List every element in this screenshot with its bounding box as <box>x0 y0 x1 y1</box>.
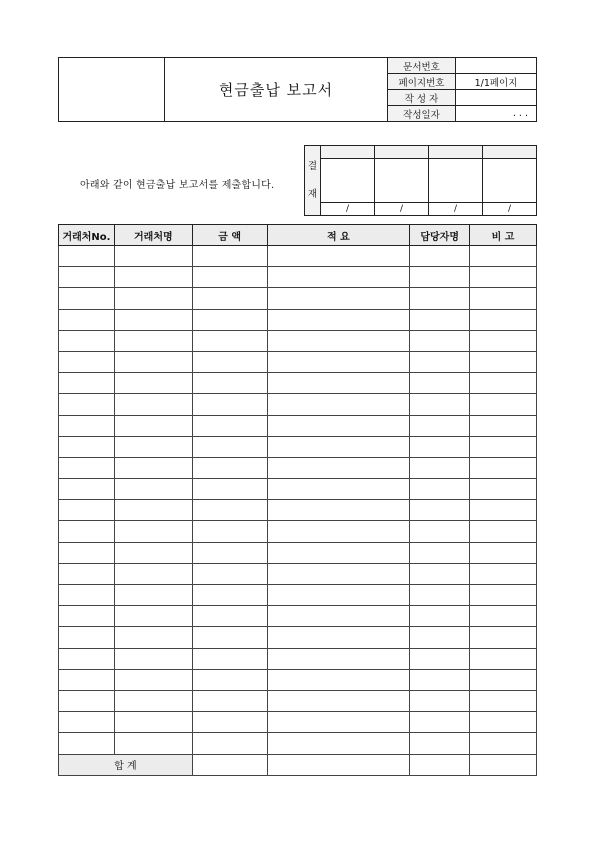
remarks-cell[interactable] <box>470 373 537 394</box>
approval-date-2[interactable]: / <box>375 202 429 215</box>
client-name-cell[interactable] <box>114 436 192 457</box>
manager-cell[interactable] <box>410 415 470 436</box>
amount-cell[interactable] <box>192 415 267 436</box>
author-field[interactable] <box>456 90 537 106</box>
manager-cell[interactable] <box>410 288 470 309</box>
client-no-cell[interactable] <box>59 690 115 711</box>
amount-cell[interactable] <box>192 309 267 330</box>
description-cell[interactable] <box>267 585 410 606</box>
amount-cell[interactable] <box>192 563 267 584</box>
amount-cell[interactable] <box>192 394 267 415</box>
remarks-cell[interactable] <box>470 330 537 351</box>
remarks-cell[interactable] <box>470 648 537 669</box>
description-cell[interactable] <box>267 712 410 733</box>
amount-cell[interactable] <box>192 351 267 372</box>
client-name-cell[interactable] <box>114 690 192 711</box>
client-no-cell[interactable] <box>59 267 115 288</box>
client-no-cell[interactable] <box>59 457 115 478</box>
client-no-cell[interactable] <box>59 415 115 436</box>
description-cell[interactable] <box>267 246 410 267</box>
client-name-cell[interactable] <box>114 627 192 648</box>
description-cell[interactable] <box>267 521 410 542</box>
manager-cell[interactable] <box>410 606 470 627</box>
signature-box-2[interactable] <box>375 159 429 203</box>
description-cell[interactable] <box>267 288 410 309</box>
manager-cell[interactable] <box>410 669 470 690</box>
remarks-cell[interactable] <box>470 606 537 627</box>
amount-cell[interactable] <box>192 373 267 394</box>
manager-cell[interactable] <box>410 648 470 669</box>
client-no-cell[interactable] <box>59 606 115 627</box>
remarks-cell[interactable] <box>470 415 537 436</box>
table-row <box>59 394 537 415</box>
description-cell[interactable] <box>267 563 410 584</box>
column-header-client-name: 거래처명 <box>114 225 192 246</box>
amount-cell[interactable] <box>192 457 267 478</box>
description-cell[interactable] <box>267 479 410 500</box>
table-row <box>59 309 537 330</box>
manager-cell[interactable] <box>410 500 470 521</box>
manager-cell[interactable] <box>410 479 470 500</box>
approval-label-bottom: 재 <box>307 188 318 200</box>
approval-box <box>304 145 537 216</box>
amount-cell[interactable] <box>192 288 267 309</box>
client-no-cell[interactable] <box>59 479 115 500</box>
amount-cell[interactable] <box>192 246 267 267</box>
remarks-cell[interactable] <box>470 436 537 457</box>
table-row <box>59 606 537 627</box>
total-remarks-cell[interactable] <box>470 754 537 775</box>
total-description-cell[interactable] <box>267 754 410 775</box>
amount-cell[interactable] <box>192 712 267 733</box>
page-number-label: 페이지번호 <box>388 74 456 90</box>
approval-side-label <box>305 146 321 216</box>
client-name-cell[interactable] <box>114 521 192 542</box>
client-name-cell[interactable] <box>114 373 192 394</box>
client-name-cell[interactable] <box>114 669 192 690</box>
client-no-cell[interactable] <box>59 330 115 351</box>
manager-cell[interactable] <box>410 267 470 288</box>
client-no-cell[interactable] <box>59 542 115 563</box>
client-no-cell[interactable] <box>59 648 115 669</box>
client-name-cell[interactable] <box>114 351 192 372</box>
client-name-cell[interactable] <box>114 712 192 733</box>
approval-date-3[interactable]: / <box>429 202 483 215</box>
doc-number-label: 문서번호 <box>388 58 456 74</box>
description-cell[interactable] <box>267 606 410 627</box>
client-name-cell[interactable] <box>114 648 192 669</box>
manager-cell[interactable] <box>410 585 470 606</box>
date-field[interactable]: . . . <box>456 106 537 122</box>
document-title: 현금출납 보고서 <box>165 58 388 122</box>
total-row <box>59 754 537 775</box>
manager-cell[interactable] <box>410 733 470 754</box>
description-cell[interactable] <box>267 457 410 478</box>
manager-cell[interactable] <box>410 436 470 457</box>
remarks-cell[interactable] <box>470 500 537 521</box>
client-name-cell[interactable] <box>114 733 192 754</box>
client-name-cell[interactable] <box>114 394 192 415</box>
table-row <box>59 690 537 711</box>
remarks-cell[interactable] <box>470 479 537 500</box>
amount-cell[interactable] <box>192 627 267 648</box>
remarks-cell[interactable] <box>470 521 537 542</box>
total-manager-cell[interactable] <box>410 754 470 775</box>
description-cell[interactable] <box>267 648 410 669</box>
client-no-cell[interactable] <box>59 373 115 394</box>
table-row <box>59 457 537 478</box>
remarks-cell[interactable] <box>470 563 537 584</box>
remarks-cell[interactable] <box>470 712 537 733</box>
description-cell[interactable] <box>267 627 410 648</box>
manager-cell[interactable] <box>410 394 470 415</box>
client-no-cell[interactable] <box>59 521 115 542</box>
description-cell[interactable] <box>267 669 410 690</box>
description-cell[interactable] <box>267 373 410 394</box>
amount-cell[interactable] <box>192 585 267 606</box>
client-name-cell[interactable] <box>114 500 192 521</box>
manager-cell[interactable] <box>410 373 470 394</box>
table-row <box>59 479 537 500</box>
approval-label-top: 결 <box>307 160 318 172</box>
signature-box-1[interactable] <box>321 159 375 203</box>
remarks-cell[interactable] <box>470 457 537 478</box>
description-cell[interactable] <box>267 690 410 711</box>
client-no-cell[interactable] <box>59 733 115 754</box>
amount-cell[interactable] <box>192 436 267 457</box>
client-name-cell[interactable] <box>114 246 192 267</box>
date-label: 작성일자 <box>388 106 456 122</box>
manager-cell[interactable] <box>410 309 470 330</box>
approval-date-1[interactable]: / <box>321 202 375 215</box>
total-amount-cell[interactable] <box>192 754 267 775</box>
column-header-remarks: 비 고 <box>470 225 537 246</box>
table-row <box>59 521 537 542</box>
remarks-cell[interactable] <box>470 394 537 415</box>
manager-cell[interactable] <box>410 330 470 351</box>
manager-cell[interactable] <box>410 627 470 648</box>
manager-cell[interactable] <box>410 563 470 584</box>
amount-cell[interactable] <box>192 606 267 627</box>
table-header-row <box>59 225 537 246</box>
signature-box-4[interactable] <box>483 159 537 203</box>
client-name-cell[interactable] <box>114 563 192 584</box>
amount-cell[interactable] <box>192 542 267 563</box>
table-row <box>59 542 537 563</box>
client-no-cell[interactable] <box>59 351 115 372</box>
client-no-cell[interactable] <box>59 627 115 648</box>
table-row <box>59 288 537 309</box>
page-number-field[interactable]: 1/1페이지 <box>456 74 537 90</box>
table-row <box>59 585 537 606</box>
remarks-cell[interactable] <box>470 690 537 711</box>
client-name-cell[interactable] <box>114 542 192 563</box>
approver-title-3[interactable] <box>429 146 483 159</box>
description-cell[interactable] <box>267 394 410 415</box>
amount-cell[interactable] <box>192 479 267 500</box>
client-name-cell[interactable] <box>114 288 192 309</box>
approver-title-4[interactable] <box>483 146 537 159</box>
table-row <box>59 733 537 754</box>
remarks-cell[interactable] <box>470 585 537 606</box>
client-name-cell[interactable] <box>114 330 192 351</box>
client-no-cell[interactable] <box>59 436 115 457</box>
remarks-cell[interactable] <box>470 542 537 563</box>
amount-cell[interactable] <box>192 669 267 690</box>
amount-cell[interactable] <box>192 267 267 288</box>
client-no-cell[interactable] <box>59 288 115 309</box>
signature-box-3[interactable] <box>429 159 483 203</box>
manager-cell[interactable] <box>410 457 470 478</box>
table-row <box>59 500 537 521</box>
amount-cell[interactable] <box>192 330 267 351</box>
client-name-cell[interactable] <box>114 267 192 288</box>
table-row <box>59 415 537 436</box>
client-no-cell[interactable] <box>59 246 115 267</box>
client-name-cell[interactable] <box>114 479 192 500</box>
intro-text: 아래와 같이 현금출납 보고서를 제출합니다. <box>80 180 275 191</box>
remarks-cell[interactable] <box>470 288 537 309</box>
description-cell[interactable] <box>267 500 410 521</box>
table-row <box>59 712 537 733</box>
remarks-cell[interactable] <box>470 733 537 754</box>
remarks-cell[interactable] <box>470 669 537 690</box>
description-cell[interactable] <box>267 351 410 372</box>
remarks-cell[interactable] <box>470 309 537 330</box>
description-cell[interactable] <box>267 330 410 351</box>
description-cell[interactable] <box>267 415 410 436</box>
amount-cell[interactable] <box>192 521 267 542</box>
description-cell[interactable] <box>267 733 410 754</box>
description-cell[interactable] <box>267 267 410 288</box>
table-row <box>59 351 537 372</box>
manager-cell[interactable] <box>410 712 470 733</box>
total-label: 합 계 <box>59 754 193 775</box>
client-no-cell[interactable] <box>59 309 115 330</box>
manager-cell[interactable] <box>410 690 470 711</box>
remarks-cell[interactable] <box>470 267 537 288</box>
remarks-cell[interactable] <box>470 351 537 372</box>
table-row <box>59 436 537 457</box>
manager-cell[interactable] <box>410 246 470 267</box>
client-name-cell[interactable] <box>114 585 192 606</box>
column-header-description: 적 요 <box>267 225 410 246</box>
client-name-cell[interactable] <box>114 415 192 436</box>
client-no-cell[interactable] <box>59 585 115 606</box>
description-cell[interactable] <box>267 542 410 563</box>
column-header-manager: 담당자명 <box>410 225 470 246</box>
table-row <box>59 669 537 690</box>
client-no-cell[interactable] <box>59 712 115 733</box>
approver-title-2[interactable] <box>375 146 429 159</box>
amount-cell[interactable] <box>192 500 267 521</box>
client-no-cell[interactable] <box>59 669 115 690</box>
description-cell[interactable] <box>267 436 410 457</box>
table-body <box>59 246 537 755</box>
remarks-cell[interactable] <box>470 246 537 267</box>
table-row <box>59 373 537 394</box>
client-no-cell[interactable] <box>59 500 115 521</box>
client-name-cell[interactable] <box>114 309 192 330</box>
description-cell[interactable] <box>267 309 410 330</box>
remarks-cell[interactable] <box>470 627 537 648</box>
table-row <box>59 627 537 648</box>
table-row <box>59 648 537 669</box>
table-row <box>59 563 537 584</box>
doc-number-field[interactable] <box>456 58 537 74</box>
table-row <box>59 267 537 288</box>
approver-title-1[interactable] <box>321 146 375 159</box>
table-row <box>59 246 537 267</box>
amount-cell[interactable] <box>192 648 267 669</box>
manager-cell[interactable] <box>410 351 470 372</box>
manager-cell[interactable] <box>410 542 470 563</box>
manager-cell[interactable] <box>410 521 470 542</box>
client-name-cell[interactable] <box>114 606 192 627</box>
client-no-cell[interactable] <box>59 394 115 415</box>
column-header-client-no: 거래처No. <box>59 225 115 246</box>
table-row <box>59 330 537 351</box>
document-header <box>58 57 537 122</box>
amount-cell[interactable] <box>192 690 267 711</box>
approval-date-4[interactable]: / <box>483 202 537 215</box>
client-no-cell[interactable] <box>59 563 115 584</box>
column-header-amount: 금 액 <box>192 225 267 246</box>
amount-cell[interactable] <box>192 733 267 754</box>
author-label: 작 성 자 <box>388 90 456 106</box>
logo-area <box>59 58 165 122</box>
cash-ledger-table <box>58 224 537 776</box>
client-name-cell[interactable] <box>114 457 192 478</box>
